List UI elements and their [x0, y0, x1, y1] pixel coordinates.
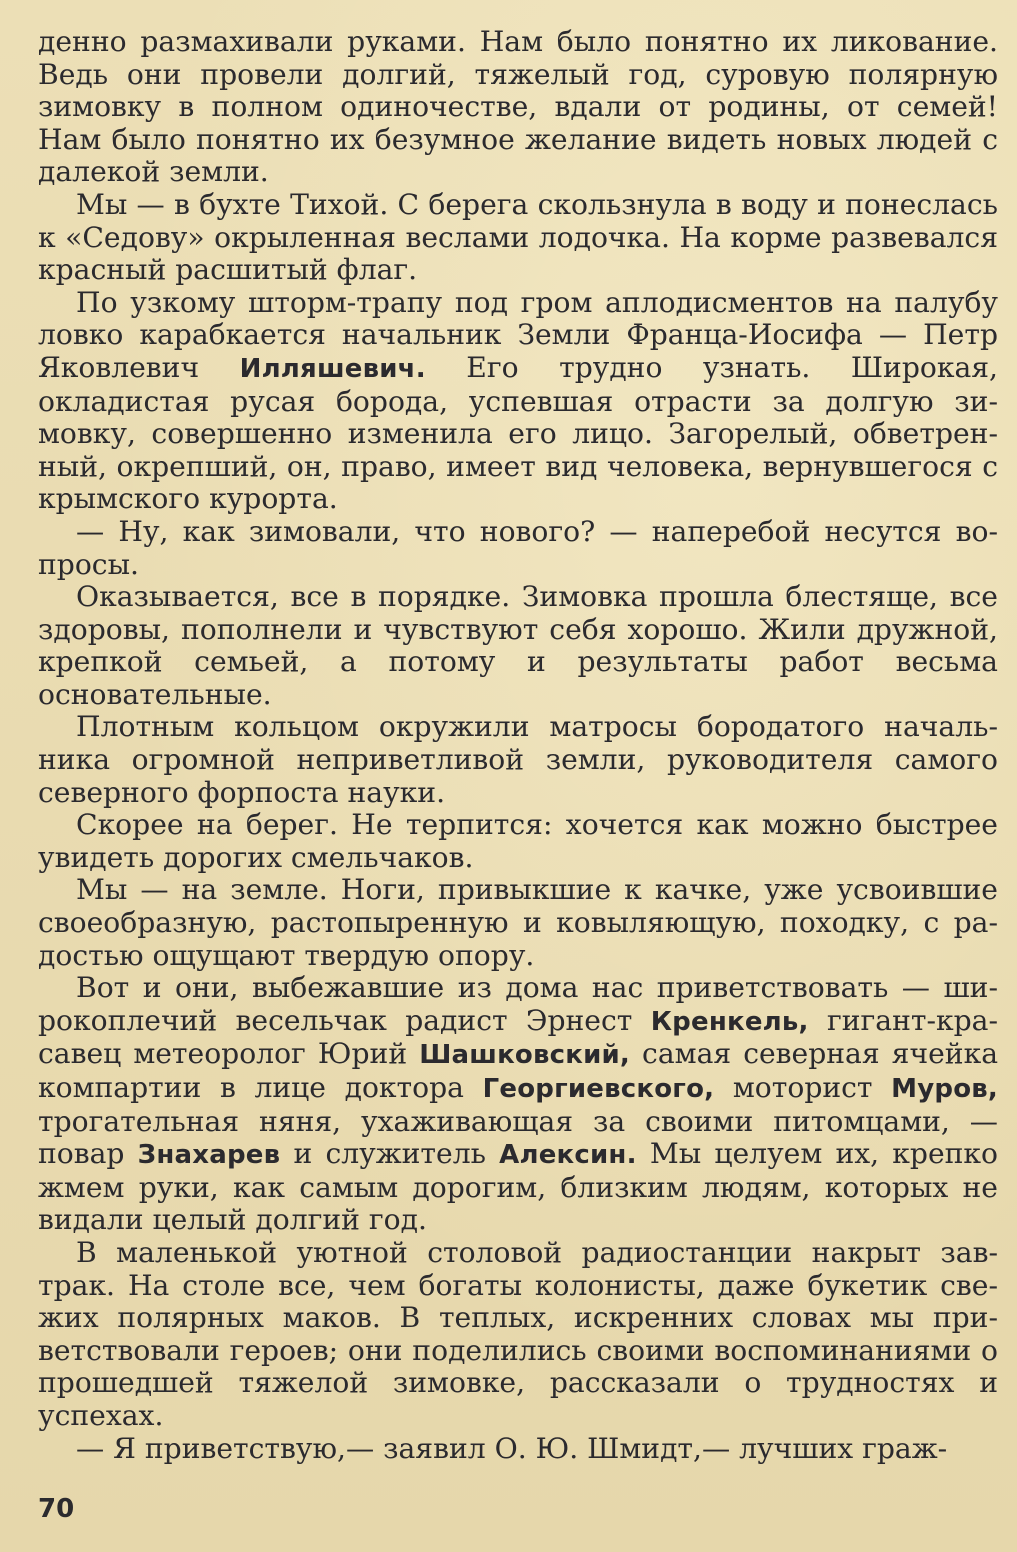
text-run: трогательная няня, ухаживающая за своими питомцами, — повар: [38, 1104, 998, 1171]
paragraph: [38, 972, 998, 1237]
text-run: — Я приветствую,— заявил О. Ю. Шмидт,— лучших граж-: [76, 1431, 948, 1465]
paragraph: [38, 287, 998, 516]
text-run: Мы целуем их, крепко жмем руки, как самым дорогим, близким людям, которых не видали целый долгий год.: [38, 1137, 998, 1237]
text-run: Оказывается, все в порядке. Зимовка прошла блестяще, все здоровы, пополнели и чувствуют себя хорошо. Жили дружной, крепкой семьей, а потому и результаты работ весьма основательные.: [38, 580, 998, 711]
person-name: Георгиевского,: [482, 1074, 715, 1104]
text-run: Скорее на берег. Не терпится: хочется как можно быстрее увидеть дорогих смельчаков.: [38, 808, 998, 874]
person-name: Знахарев: [137, 1140, 281, 1171]
text-run: — Ну, как зимовали, что нового? — наперебой несутся вопросы.: [38, 514, 998, 581]
text-run: самая северная ячейка компартии в лице доктора: [38, 1037, 998, 1104]
paragraph: [38, 1237, 998, 1433]
paragraph: [38, 874, 998, 972]
paragraph: [38, 516, 998, 581]
person-name: Шашковский,: [419, 1040, 630, 1071]
body-text: [38, 26, 998, 1465]
page-number: 70: [38, 1494, 75, 1524]
text-run: денно размахивали руками. Нам было понятно их ликование. Ведь они провели долгий, тяжелый год, суровую полярную зимовку в полном одиночестве, вдали от родины, от семей! Нам было понятно их безумное желание видеть новых людей с далекой земли.: [38, 25, 998, 189]
paragraph: [38, 189, 998, 287]
text-run: Плотным кольцом окружили матросы бородатого начальника огромной неприветливой земли, руководителя самого северного форпоста науки.: [38, 710, 998, 809]
text-run: и служитель: [280, 1137, 500, 1171]
person-name: Кренкель,: [650, 1006, 809, 1037]
paragraph: [38, 26, 998, 189]
text-run: Вот и они, выбежавшие из дома нас приветствовать — широкоплечий весельчак радист Эрнест: [38, 971, 998, 1037]
text-run: Мы — в бухте Тихой. С берега скользнула в воду и понеслась к «Седову» окрыленная веслами лодочка. На корме развевался красный расшитый флаг.: [38, 187, 998, 287]
paragraph: [38, 581, 998, 711]
text-run: Его трудно узнать. Широкая, окладистая русая борода, успевшая отрасти за долгую зимовку, совершенно изменила его лицо. Загорелый, обветренный, окрепший, он, право, имеет вид человека, вернувшегося с крымского курорта.: [38, 350, 999, 516]
text-run: В маленькой уютной столовой радиостанции накрыт завтрак. На столе все, чем богаты колонисты, даже букетик свежих полярных маков. В теплых, искренних словах мы приветствовали героев; они поделились своими воспоминаниями о прошедшей тяжелой зимовке, рассказали о трудностях и успехах.: [38, 1235, 998, 1432]
paragraph: [38, 809, 998, 874]
text-run: гигант-красавец метеоролог Юрий: [38, 1003, 998, 1071]
person-name: Муров,: [891, 1074, 998, 1104]
text-run: моторист: [714, 1071, 892, 1104]
text-run: Мы — на земле. Ноги, привыкшие к качке, уже усвоившие своеобразную, растопыренную и ковыляющую, походку, с радостью ощущают твердую опору.: [38, 873, 998, 972]
paragraph: [38, 711, 998, 809]
person-name: Алексин.: [499, 1140, 637, 1171]
text-run: По узкому шторм-трапу под гром аплодисментов на палубу ловко карабкается начальник Земли Франца-Иосифа — Петр Яковлевич: [38, 285, 998, 384]
person-name: Илляшевич.: [239, 353, 426, 384]
paragraph: [38, 1433, 998, 1466]
